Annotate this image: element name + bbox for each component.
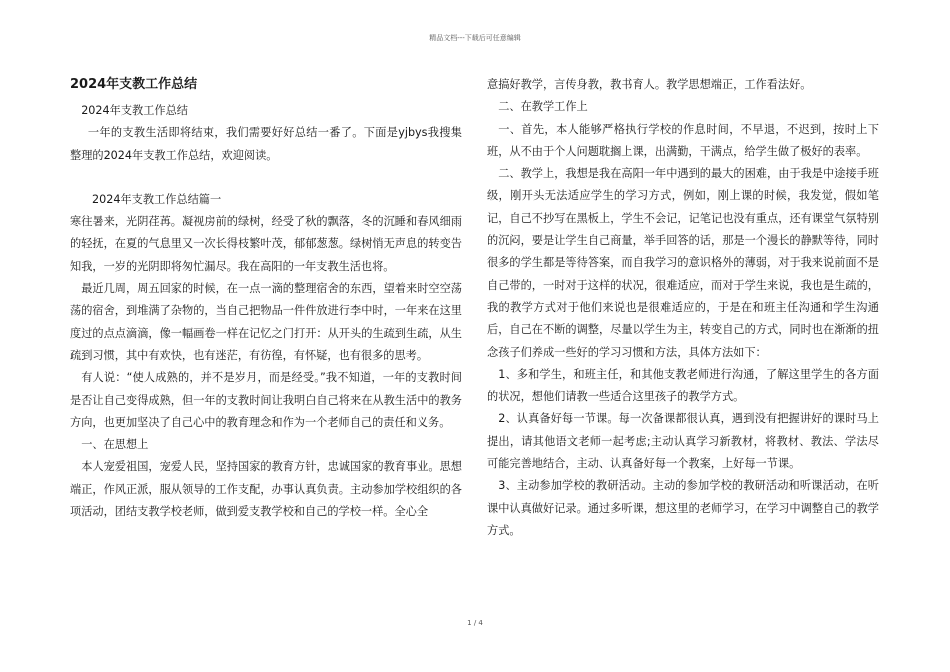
right-column — [487, 74, 879, 542]
paragraph: 本人宠爱祖国，宠爱人民，坚持国家的教育方针，忠诚国家的教育事业。思想端正，作风正派，服从领导的工作支配，办事认真负责。主动参加学校组织的各项活动，团结支教学校老师，做到爱支教学校和自己的学校一样。全心全 — [70, 460, 462, 519]
list-item: 2、认真备好每一节课。每一次备课都很认真，遇到没有把握讲好的课时马上提出，请其他语文老师一起考虑;主动认真学习新教材，将教材、教法、学法尽可能完善地结合，主动、认真备好每一个教案，上好每一节课。 — [487, 412, 879, 471]
section-title: 2024年支教工作总结篇一 — [92, 192, 222, 206]
paragraph: 二、教学上，我想是我在高阳一年中遇到的最大的困难，由于我是中途接手班级，刚开头无法适应学生的学习方式，例如，刚上课的时候，我发觉，假如笔记，自己不抄写在黑板上，学生不会记，记笔记也没有重点，还有课堂气氛特别 的沉闷，要是让学生自己商量，举手回答的话，那是一个漫长的静默等待，同时很多的学生都是等待答案，而自我学习的意识格外的薄弱，对于我来说前面不是自己带的，一时对于这样的状况，很难适应，而对于学生来说，我也是生疏的，我的教学方式对于他们来说也是很难适应的，于是在和班主任沟通和学生沟通后，自己在不断的调整，尽量以学生为主，转变自己的方式，同时也在渐渐的扭念孩子们养成一些好的学习习惯和方法，具体方法如下： — [487, 167, 879, 359]
paragraph: 意搞好教学，言传身教，教书育人。教学思想端正，工作看法好。 — [487, 78, 812, 91]
list-item: 1、多和学生，和班主任，和其他支教老师进行沟通，了解这里学生的各方面的状况，想他们请教一些适合这里孩子的教学方式。 — [487, 367, 879, 404]
heading-thought: 一、在思想上 — [81, 438, 149, 452]
paragraph: 寒往暑来，光阴荏苒。凝视房前的绿树，经受了秋的飘落，冬的沉睡和春风细雨的轻抚，在夏的气息里又一次长得枝繁叶茂，郁郁葱葱。绿树悄无声息的转变告知我，一岁的光阴即将匆忙漏尽。我在高阳的一年支教生活也将。 — [70, 215, 462, 273]
document-title: 2024年支教工作总结 — [70, 77, 198, 92]
page-number: 1 / 4 — [467, 619, 483, 627]
page-header: 精品文档---下载后可任意编辑 — [429, 34, 521, 42]
paragraph: 最近几周，周五回家的时候，在一点一滴的整理宿舍的东西，望着来时空空荡荡的宿舍，到堆满了杂物的，当自己把物品一件件放进行李中时，一年来在这里度过的点点滴滴，像一幅画卷一样在记忆之门打开：从开头的生疏到生疏，从生疏到习惯，其中有欢快，也有迷茫，有彷徨，有怀疑，也有很多的思考。 — [70, 282, 462, 362]
list-item: 3、主动参加学校的教研活动。主动的参加学校的教研活动和听课活动，在听课中认真做好记录。通过多听课，想这里的老师学习，在学习中调整自己的教学方式。 — [487, 479, 879, 537]
paragraph: 有人说：“使人成熟的，并不是岁月，而是经受。”我不知道，一年的支教时间是否让自己变得成熟，但一年的支教时间让我明白自己将来在从教生活中的教务方向，也更加坚决了自己心中的教育理念和作为一个老师自己的责任和义务。 — [70, 371, 462, 429]
subtitle: 2024年支教工作总结 — [81, 104, 188, 117]
intro-paragraph: 一年的支教生活即将结束，我们需要好好总结一番了。下面是yjbys我搜集整理的2024年支教工作总结，欢迎阅读。 — [70, 126, 462, 162]
heading-teaching: 二、在教学工作上 — [498, 100, 588, 114]
paragraph: 一、首先，本人能够严格执行学校的作息时间，不早退，不迟到，按时上下班，从不由于个人问题耽搁上课，出满勤，干满点，给学生做了极好的表率。 — [487, 122, 879, 158]
left-column — [70, 74, 462, 523]
